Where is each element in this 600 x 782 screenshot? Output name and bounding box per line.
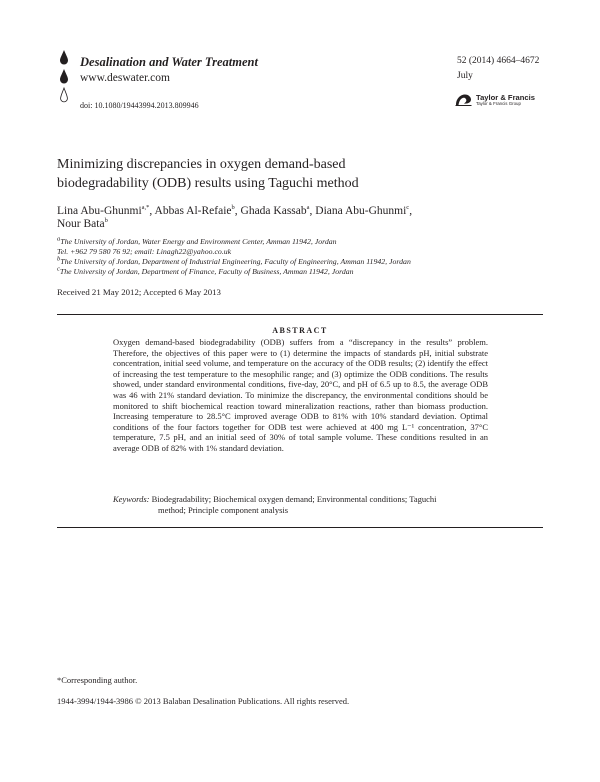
author-separator: , [234, 205, 241, 217]
author [315, 205, 412, 217]
author [155, 205, 241, 217]
water-drops-icon [57, 50, 71, 108]
author-name: Ghada Kassab [240, 205, 307, 217]
keywords [113, 494, 488, 515]
affiliation-text: The University of Jordan, Department of Finance, Faculty of Business, Amman 11942, Jordan [59, 267, 354, 276]
volume-pages: 52 (2014) 4664–4672 [457, 56, 540, 66]
keywords-line [113, 494, 488, 505]
author-separator: , [149, 205, 155, 217]
author [57, 205, 155, 217]
divider [57, 314, 543, 315]
abstract-heading: ABSTRACT [272, 326, 328, 335]
keywords-text: method; Principle component analysis [158, 504, 289, 515]
author-affil-sup: c [406, 204, 410, 212]
author-list [57, 205, 547, 231]
journal-url[interactable]: www.deswater.com [80, 72, 170, 84]
article-title [57, 155, 537, 193]
author-affil-sup: a [306, 204, 310, 212]
affiliation-sup: a [57, 235, 61, 243]
author-name: Lina Abu-Ghunmi [57, 205, 142, 217]
journal-title: Desalination and Water Treatment [80, 55, 258, 69]
divider [57, 527, 543, 528]
affiliation [57, 257, 547, 267]
author-affil-sup: b [104, 217, 108, 225]
author [57, 218, 108, 230]
abstract-text: Oxygen demand-based biodegradability (ODB) suffers from a “discrepancy in the results” problem. Therefore, the objectives of this paper were to (1) determine the impacts of standards pH, initial substrate concentration, initial seed volume, and temperature on the accuracy of the ODB results; (2) identify the effect of increasing the test temperature to the mesophilic range; and (3) optimize the ODB conditions. The results showed, under standard environmental conditions, five-day, 20°C, and pH of 6.5 up to 8.5, the average ODB was 46 with 21% standard deviation. To minimize the discrepancy, the environmental conditions should be monitored to shift biochemical reaction toward mineralization reactions, rather than biomass production. Increasing temperature to 28.5°C improved average ODB to 81% with 10% standard deviation. Optimal conditions of the four factors together for ODB test were achieved at 400 mg L⁻¹ concentration, 37°C temperature, 7.5 pH, and an initial seed of 30% of total sample volume. These conditions resulted in an average ODB of 82% with 1% standard deviation. [113, 337, 488, 453]
publisher-group: Taylor & Francis Group [476, 100, 521, 106]
article-title-line: biodegradability (ODB) results using Taguchi method [57, 176, 359, 191]
affiliation-text: The University of Jordan, Water Energy and Environment Center, Amman 11942, Jordan [60, 237, 337, 246]
publisher-logo [454, 93, 535, 107]
corresponding-author-note: *Corresponding author. [57, 675, 138, 685]
author-name: Abbas Al-Refaie [154, 205, 232, 217]
affiliation-sup: c [57, 265, 60, 273]
affiliation-text: The University of Jordan, Department of Industrial Engineering, Faculty of Engineering, Amman 11942, Jordan [60, 257, 411, 266]
author-name: Nour Bata [57, 218, 105, 230]
affiliation [57, 267, 547, 277]
article-title-line: Minimizing discrepancies in oxygen demand-based [57, 157, 346, 172]
author-separator: , [409, 205, 413, 217]
keywords-label: Keywords: [113, 494, 150, 504]
received-dates: Received 21 May 2012; Accepted 6 May 2013 [57, 287, 221, 297]
author-affil-sup: b [231, 204, 235, 212]
affiliation-sup: b [57, 255, 61, 263]
affiliation-contact [57, 247, 547, 257]
issue-month: July [457, 71, 473, 81]
affiliation [57, 237, 547, 247]
keywords-text: Biodegradability; Biochemical oxygen demand; Environmental conditions; Taguchi [151, 494, 437, 504]
author-affil-sup: a,* [141, 204, 150, 212]
author-separator: , [309, 205, 316, 217]
author-name: Diana Abu-Ghunmi [315, 205, 407, 217]
copyright: 1944-3994/1944-3986 © 2013 Balaban Desalination Publications. All rights reserved. [57, 696, 350, 706]
publisher-name: Taylor & Francis [476, 93, 535, 102]
doi[interactable]: doi: 10.1080/19443994.2013.809946 [80, 101, 199, 110]
author [241, 205, 316, 217]
taylor-francis-logo-icon [454, 93, 473, 107]
affiliations [57, 237, 547, 277]
affiliation-text: Tel. +962 79 580 76 92; email: Linagh22@yahoo.co.uk [57, 247, 232, 256]
